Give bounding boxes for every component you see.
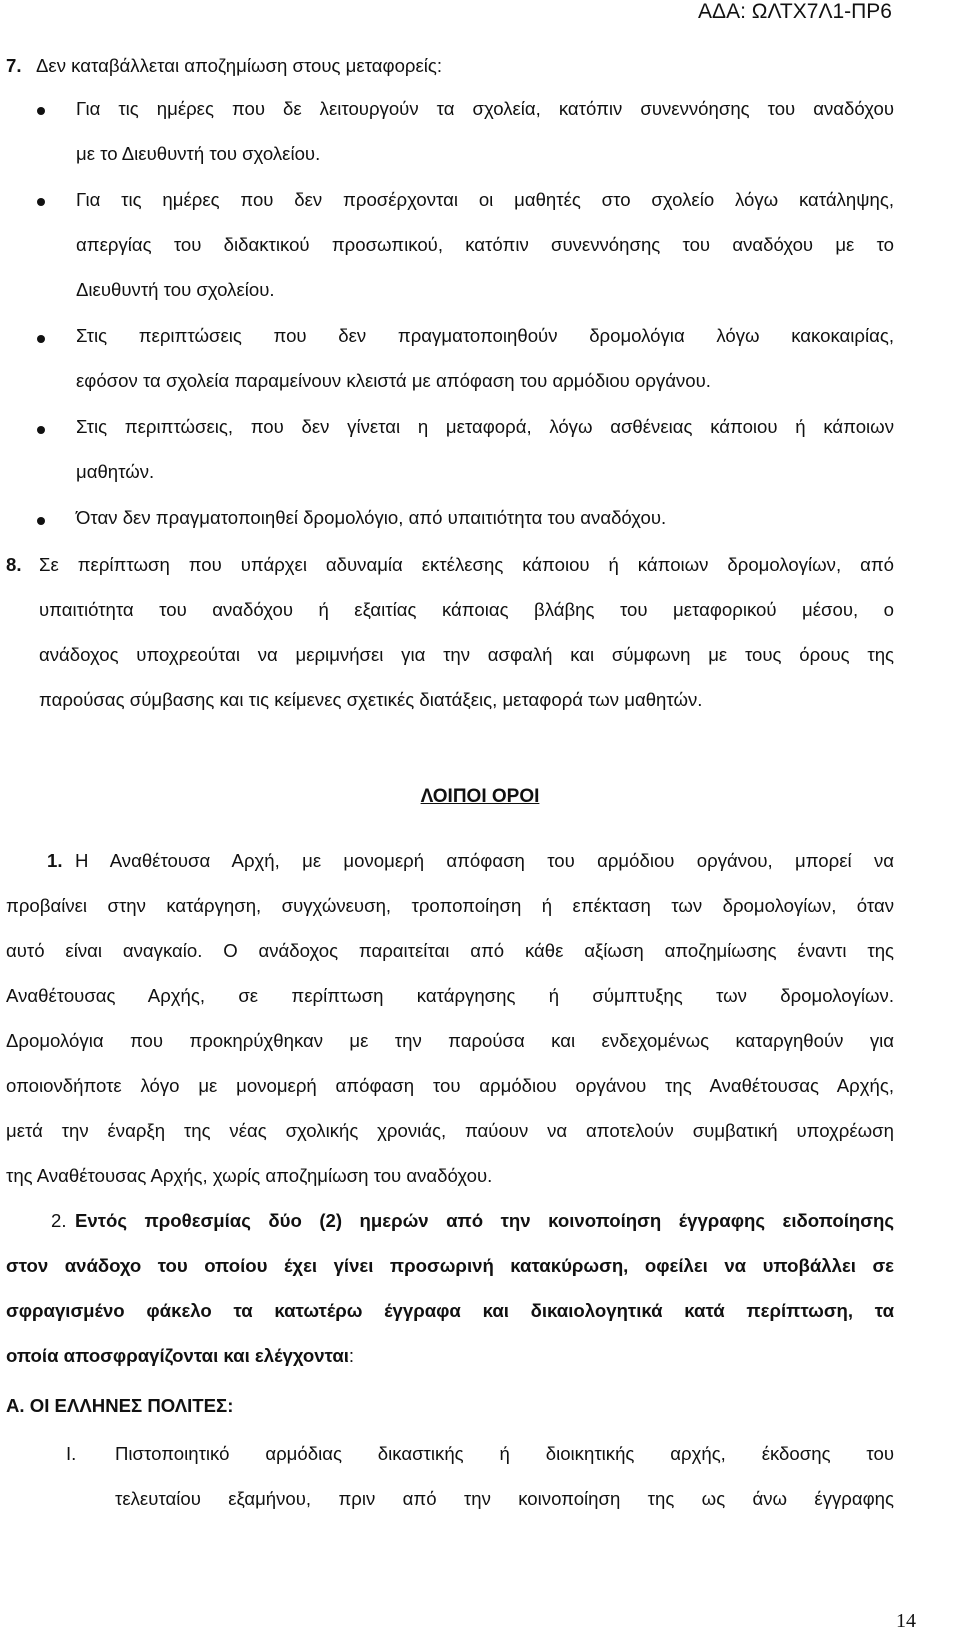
section-7-bullet-1-line-2: με το Διευθυντή του σχολείου. — [76, 143, 321, 164]
term-1-line-8: της Αναθέτουσας Αρχής, χωρίς αποζημίωση του αναδόχου. — [6, 1165, 493, 1186]
item-i-line-1: Πιστοποιητικό αρμόδιας δικαστικής ή διοικητικής αρχής, έκδοσης του — [115, 1443, 894, 1464]
section-7-bullet-4-line-2: μαθητών. — [76, 461, 155, 482]
term-2-line-4-bold: οποία αποσφραγίζονται και ελέγχονται — [6, 1345, 349, 1366]
item-i-line-2: τελευταίου εξαμήνου, πριν από την κοινοποίηση της ως άνω έγγραφης — [115, 1488, 894, 1509]
term-1-line-2: προβαίνει στην κατάργηση, συγχώνευση, τροποποίηση ή επέκταση των δρομολογίων, όταν — [6, 895, 894, 916]
ada-header: ΑΔΑ: ΩΛΤΧ7Λ1-ΠΡ6 — [698, 0, 892, 23]
section-7-bullet-3-line-2: εφόσον τα σχολεία παραμείνουν κλειστά με απόφαση του αρμόδιου οργάνου. — [76, 370, 711, 391]
section-7-bullet-1-line-1: Για τις ημέρες που δε λειτουργούν τα σχολεία, κατόπιν συνεννόησης του αναδόχου — [76, 98, 894, 119]
section-8-line-4: παρούσας σύμβασης και τις κείμενες σχετικές διατάξεις, μεταφορά των μαθητών. — [39, 689, 703, 710]
section-7-bullet-5-line-1: Όταν δεν πραγματοποιηθεί δρομολόγιο, από υπαιτιότητα του αναδόχου. — [76, 507, 667, 528]
bullet-icon — [37, 335, 45, 343]
section-8-number: 8. — [6, 554, 22, 575]
term-1-line-3: αυτό είναι αναγκαίο. Ο ανάδοχος παραιτείται από κάθε αξίωση αποζημίωσης έναντι της — [6, 940, 894, 961]
bullet-icon — [37, 517, 45, 525]
term-2-number: 2. — [51, 1210, 67, 1231]
term-2-colon: : — [348, 1345, 355, 1366]
term-1-line-4: Αναθέτουσας Αρχής, σε περίπτωση κατάργησης ή σύμπτυξης των δρομολογίων. — [6, 985, 894, 1006]
subsection-a-title: Α. ΟΙ ΕΛΛΗΝΕΣ ΠΟΛΙΤΕΣ: — [6, 1395, 234, 1416]
page-number: 14 — [896, 1610, 916, 1632]
other-terms-title: ΛΟΙΠΟΙ ΟΡΟΙ — [420, 786, 540, 807]
term-1-line-5: Δρομολόγια που προκηρύχθηκαν με την παρούσα και ενδεχομένως καταργηθούν για — [6, 1030, 894, 1051]
section-7-bullet-2-line-3: Διευθυντή του σχολείου. — [76, 279, 275, 300]
bullet-icon — [37, 426, 45, 434]
term-1-line-1: Η Αναθέτουσα Αρχή, με μονομερή απόφαση του αρμόδιου οργάνου, μπορεί να — [75, 850, 894, 871]
bullet-icon — [37, 107, 45, 115]
item-i-number: I. — [66, 1443, 77, 1464]
section-7-bullet-2-line-1: Για τις ημέρες που δεν προσέρχονται οι μαθητές στο σχολείο λόγω κατάληψης, — [76, 189, 894, 210]
section-7-number: 7. — [6, 55, 22, 76]
section-8-line-1: Σε περίπτωση που υπάρχει αδυναμία εκτέλεσης κάποιου ή κάποιων δρομολογίων, από — [39, 554, 894, 575]
section-7-title: Δεν καταβάλλεται αποζημίωση στους μεταφορείς: — [36, 55, 443, 76]
term-1-line-6: οποιονδήποτε λόγο με μονομερή απόφαση του αρμόδιου οργάνου της Αναθέτουσας Αρχής, — [6, 1075, 894, 1096]
section-8-line-2: υπαιτιότητα του αναδόχου ή εξαιτίας κάποιας βλάβης του μεταφορικού μέσου, ο — [39, 599, 894, 620]
section-7-bullet-4-line-1: Στις περιπτώσεις, που δεν γίνεται η μεταφορά, λόγω ασθένειας κάποιου ή κάποιων — [76, 416, 894, 437]
term-1-line-7: μετά την έναρξη της νέας σχολικής χρονιάς, παύουν να αποτελούν συμβατική υποχρέωση — [6, 1120, 894, 1141]
section-7-bullet-3-line-1: Στις περιπτώσεις που δεν πραγματοποιηθούν δρομολόγια λόγω κακοκαιρίας, — [76, 325, 894, 346]
term-1-number: 1. — [47, 850, 63, 871]
term-2-line-4 — [6, 1347, 354, 1366]
term-2-line-1: Εντός προθεσμίας δύο (2) ημερών από την κοινοποίηση έγγραφης ειδοποίησης — [75, 1210, 894, 1231]
term-2-line-3: σφραγισμένο φάκελο τα κατωτέρω έγγραφα και δικαιολογητικά κατά περίπτωση, τα — [6, 1300, 894, 1321]
section-7-bullet-2-line-2: απεργίας του διδακτικού προσωπικού, κατόπιν συνεννόησης του αναδόχου με το — [76, 234, 894, 255]
term-2-line-2: στον ανάδοχο του οποίου έχει γίνει προσωρινή κατακύρωση, οφείλει να υποβάλλει σε — [6, 1255, 894, 1276]
bullet-icon — [37, 198, 45, 206]
section-8-line-3: ανάδοχος υποχρεούται να μεριμνήσει για την ασφαλή και σύμφωνη με τους όρους της — [39, 644, 894, 665]
